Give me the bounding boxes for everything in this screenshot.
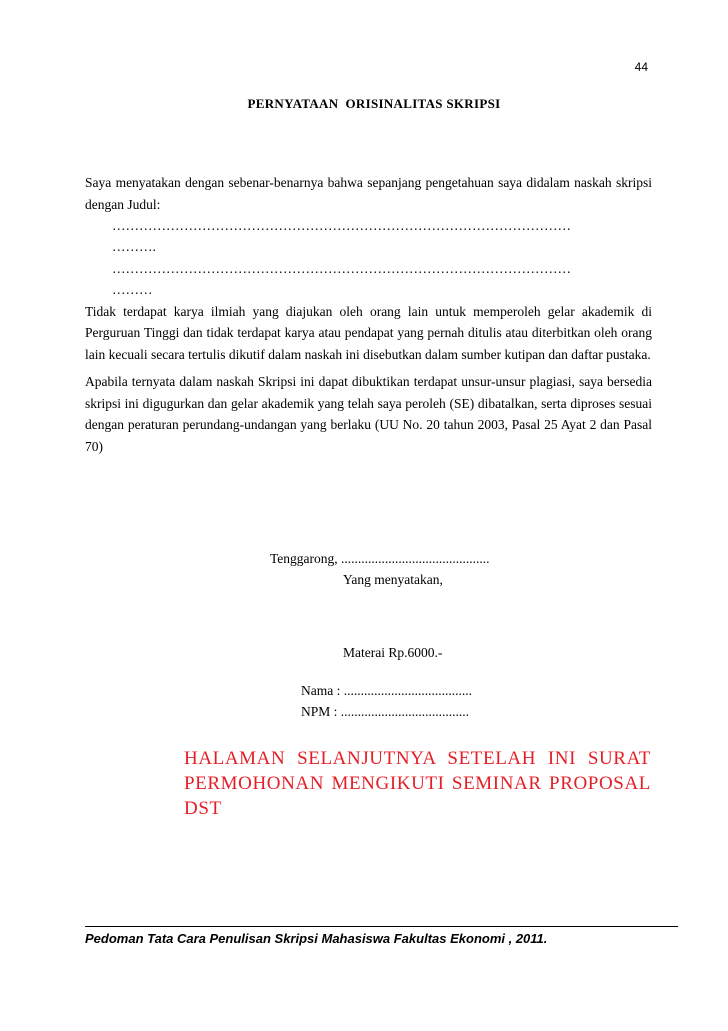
title-placeholder-line: …………………………………………………………………………………………	[112, 261, 571, 276]
title-placeholder-line: ………	[112, 282, 153, 297]
signature-npm: NPM : ......................................	[301, 704, 470, 719]
plagiarism-paragraph: Apabila ternyata dalam naskah Skripsi ini dapat dibuktikan terdapat unsur-unsur plagiasi, saya bersedia skripsi ini digugurkan dan gelar akademik yang telah saya peroleh (SE) dibatalkan, serta diproses sesuai dengan peraturan perundang-undangan yang berlaku (UU No. 20 tahun 2003, Pasal 25 Ayat 2 dan Pasal 70)	[85, 374, 652, 454]
title-placeholder-line: …………………………………………………………………………………………	[112, 218, 571, 233]
footer-divider	[85, 926, 678, 927]
signature-place-date: Tenggarong, ............................................	[270, 551, 490, 566]
originality-paragraph	[85, 279, 652, 365]
red-notice: HALAMAN SELANJUTNYA SETELAH INI SURAT PERMOHONAN MENGIKUTI SEMINAR PROPOSAL DST	[184, 748, 651, 819]
page-number: 44	[634, 60, 648, 74]
originality-text: Tidak terdapat karya ilmiah yang diajukan oleh orang lain untuk memperoleh gelar akademik di Perguruan Tinggi dan tidak terdapat karya atau pendapat yang pernah ditulis atau diterbitkan oleh orang lain kecuali secara tertulis dikutif dalam naskah ini disebutkan dalam sumber kutipan dan daftar pustaka.	[85, 303, 652, 362]
signature-declarant: Yang menyatakan,	[343, 572, 443, 587]
statement-paragraph: Saya menyatakan dengan sebenar-benarnya bahwa sepanjang pengetahuan saya didalam naskah skripsi dengan Judul:	[85, 175, 652, 212]
page-title: PERNYATAAN ORISINALITAS SKRIPSI	[247, 96, 501, 111]
signature-name: Nama : ......................................	[301, 683, 472, 698]
signature-materai: Materai Rp.6000.-	[343, 645, 443, 660]
footer-text: Pedoman Tata Cara Penulisan Skripsi Mahasiswa Fakultas Ekonomi , 2011.	[85, 931, 548, 946]
title-placeholder-line: ……….	[112, 239, 156, 254]
